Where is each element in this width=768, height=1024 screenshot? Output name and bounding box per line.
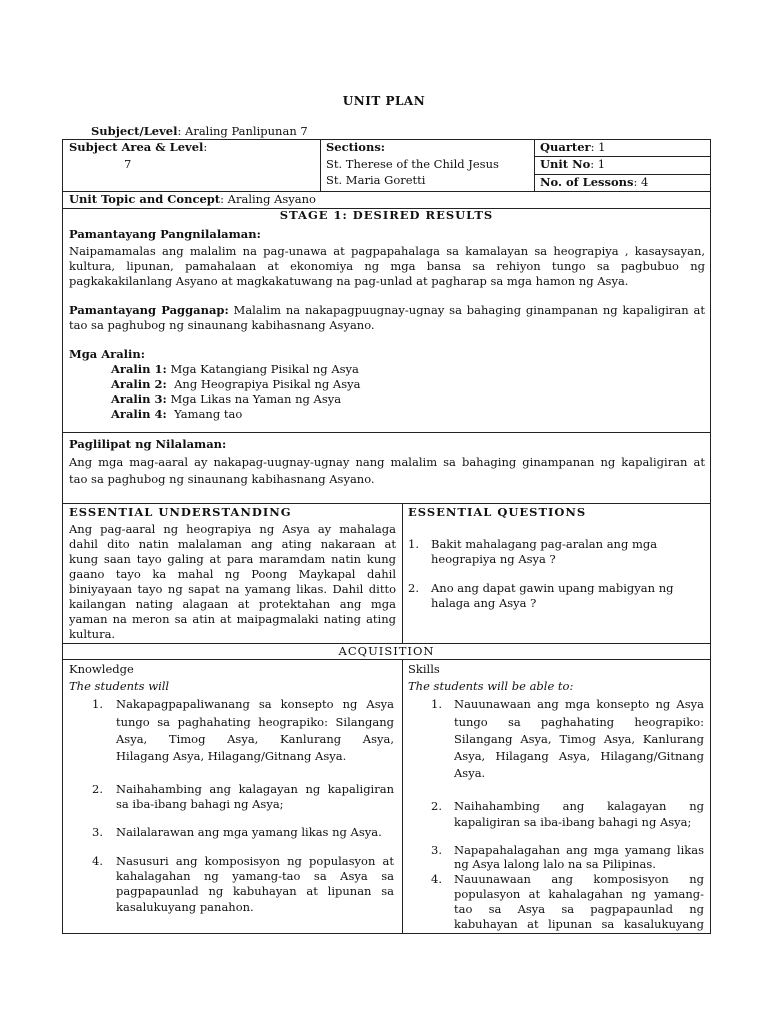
quarter: Quarter: 1 bbox=[540, 140, 606, 154]
pangnilalaman-line: Naipamamalas ang malalim na pag-unawa at pagpapahalaga sa kamalayan sa heograpiya , kasaysayan, bbox=[69, 244, 705, 258]
skills-label: Skills bbox=[408, 662, 440, 676]
essential-understanding-label: ESSENTIAL UNDERSTANDING bbox=[69, 505, 292, 519]
paglilipat-label: Paglilipat ng Nilalaman: bbox=[69, 437, 227, 451]
paglilipat-line: tao sa paghubog ng sinaunang kabihasnang Asyano. bbox=[69, 472, 375, 486]
mga-aralin-label: Mga Aralin: bbox=[69, 347, 146, 361]
aralin-item: Aralin 4: Yamang tao bbox=[111, 407, 243, 421]
no-of-lessons: No. of Lessons: 4 bbox=[540, 175, 649, 189]
subject-level bbox=[91, 124, 308, 139]
pangnilalaman-line: pagkakakilanlang Asyano at magkakatuwang na pag-unlad at pagharap sa mga hamon ng Asya. bbox=[69, 274, 629, 288]
subject-level-label: Subject/Level bbox=[91, 124, 178, 138]
skills-intro: The students will be able to: bbox=[408, 679, 574, 693]
acquisition-heading: ACQUISITION bbox=[338, 644, 435, 658]
essential-questions-label: ESSENTIAL QUESTIONS bbox=[408, 505, 587, 519]
unit-no: Unit No: 1 bbox=[540, 157, 606, 171]
aralin-item: Aralin 3: Mga Likas na Yaman ng Asya bbox=[111, 392, 342, 406]
knowledge-label: Knowledge bbox=[69, 662, 134, 676]
aralin-item: Aralin 2: Ang Heograpiya Pisikal ng Asya bbox=[111, 377, 361, 391]
pamantayang-pagganap: Pamantayang Pagganap: Malalim na nakapagpuugnay-ugnay sa bahaging ginampanan ng kapaligiran at bbox=[69, 303, 705, 317]
stage1-heading: STAGE 1: DESIRED RESULTS bbox=[279, 208, 494, 222]
subject-area-value: 7 bbox=[124, 157, 132, 171]
sections-label: Sections: bbox=[326, 140, 386, 154]
unit-topic: Unit Topic and Concept: Araling Asyano bbox=[69, 192, 316, 206]
page-title: UNIT PLAN bbox=[342, 94, 426, 108]
section-item: St. Maria Goretti bbox=[326, 173, 426, 187]
subject-level-value: : Araling Panlipunan 7 bbox=[177, 124, 308, 138]
pamantayang-pangnilalaman-label: Pamantayang Pangnilalaman: bbox=[69, 227, 261, 241]
aralin-item: Aralin 1: Mga Katangiang Pisikal ng Asya bbox=[111, 362, 359, 376]
pagganap-line: tao sa paghubog ng sinaunang kabihasnang Asyano. bbox=[69, 318, 375, 332]
knowledge-intro: The students will bbox=[69, 679, 170, 693]
section-item: St. Therese of the Child Jesus bbox=[326, 157, 499, 171]
paglilipat-line: Ang mga mag-aaral ay nakapag-uugnay-ugnay nang malalim sa bahaging ginampanan ng kapaligiran at bbox=[69, 455, 705, 469]
subject-area-label: Subject Area & Level: bbox=[69, 140, 208, 154]
pangnilalaman-line: kultura, lipunan, pamahalaan at ekonomiya ng mga bansa sa rehiyon tungo sa pagbubuo ng bbox=[69, 259, 705, 273]
